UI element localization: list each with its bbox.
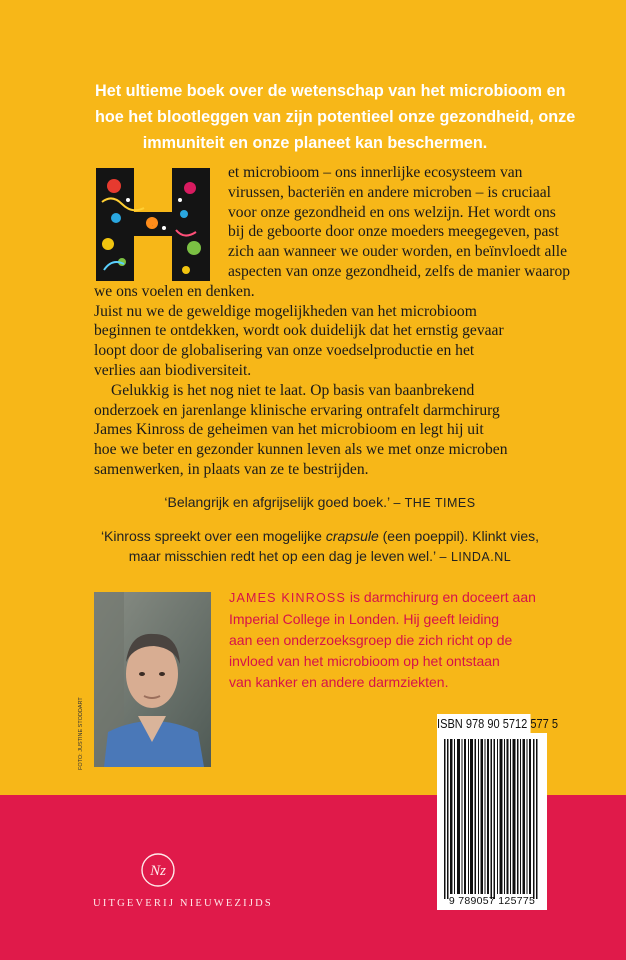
blurb-line: voor onze gezondheid en ons welzijn. Het wordt ons xyxy=(228,203,556,221)
author-photo xyxy=(94,592,211,767)
barcode xyxy=(437,733,547,910)
tagline-line: immuniteit en onze planeet kan beschermen. xyxy=(142,134,488,152)
author-name: JAMES KINROSS xyxy=(229,591,347,605)
publisher-logo-text: Nz xyxy=(150,863,166,879)
blurb-line: loopt door de globalisering van onze voedselproductie en het xyxy=(94,342,475,360)
quote-text: ‘Belangrijk en afgrijselijk goed boek.’ xyxy=(164,494,390,510)
blurb-line: James Kinross de geheimen van het microbioom en legt hij uit xyxy=(94,421,484,439)
blurb-line: Juist nu we de geweldige mogelijkheden van het microbioom xyxy=(94,302,477,320)
bio-line: aan een onderzoeksgroep die zich richt op de xyxy=(229,632,513,648)
quote-source: – THE TIMES xyxy=(393,496,476,510)
blurb-line: samenwerken, in plaats van ze te bestrijden. xyxy=(94,460,369,478)
dropcap-letter: H xyxy=(152,226,153,227)
quote-text: ‘Kinross spreekt over een mogelijke xyxy=(100,528,326,544)
bio-line: van kanker en andere darmziekten. xyxy=(229,674,449,690)
tagline-line: hoe het blootleggen van zijn potentieel onze gezondheid, onze xyxy=(95,108,576,126)
tagline xyxy=(95,78,576,156)
tagline-line: Het ultieme boek over de wetenschap van het microbioom en xyxy=(95,82,566,100)
blurb-line: aspecten van onze gezondheid, zelfs de manier waarop xyxy=(228,262,571,280)
quote-text: (een poeppil). Klinkt vies, xyxy=(378,528,540,544)
blurb-line: bij de geboorte door onze moeders meegegeven, past xyxy=(228,223,559,241)
review-quote-times xyxy=(94,492,546,513)
quote-emphasis: crapsule xyxy=(325,528,379,544)
blurb-line: we ons voelen en denken. xyxy=(94,282,255,300)
publisher-name: UITGEVERIJ NIEUWEZIJDS xyxy=(93,898,273,909)
blurb-line: beginnen te ontdekken, wordt ook duidelijk dat het ernstig gevaar xyxy=(94,322,504,340)
blurb xyxy=(94,163,571,480)
isbn-digits: 9 789057 125775 xyxy=(448,895,536,907)
blurb-line: verlies aan biodiversiteit. xyxy=(94,361,252,379)
blurb-line: et microbioom – ons innerlijke ecosysteem van xyxy=(228,164,523,181)
bio-line: invloed van het microbioom op het ontstaan xyxy=(229,653,500,669)
blurb-line: zich aan wanneer we ouder worden, en beïnvloedt alle xyxy=(228,243,568,261)
review-quote-linda xyxy=(94,526,546,567)
blurb-line: hoe we beter en gezonder kunnen leven als we met onze microben xyxy=(94,441,508,459)
bio-line: is darmchirurg en doceert aan xyxy=(346,589,536,605)
bio-line: Imperial College in Londen. Hij geeft leiding xyxy=(229,611,500,627)
quote-text: maar misschien redt het op een dag je leven wel.’ xyxy=(128,548,436,564)
blurb-line: onderzoek en jarenlange klinische ervaring ontrafelt darmchirurg xyxy=(94,401,500,419)
author-bio xyxy=(229,587,549,693)
blurb-line: virussen, bacteriën en andere microben – is cruciaal xyxy=(228,183,551,201)
publisher-logo xyxy=(140,852,176,888)
blurb-line: Gelukkig is het nog niet te laat. Op basis van baanbrekend xyxy=(111,381,475,399)
photo-credit: FOTO: JUSTINE STODDART xyxy=(78,697,84,770)
quote-source: – LINDA.NL xyxy=(439,550,512,564)
isbn-label: ISBN 978 90 5712 577 5 xyxy=(437,714,531,734)
